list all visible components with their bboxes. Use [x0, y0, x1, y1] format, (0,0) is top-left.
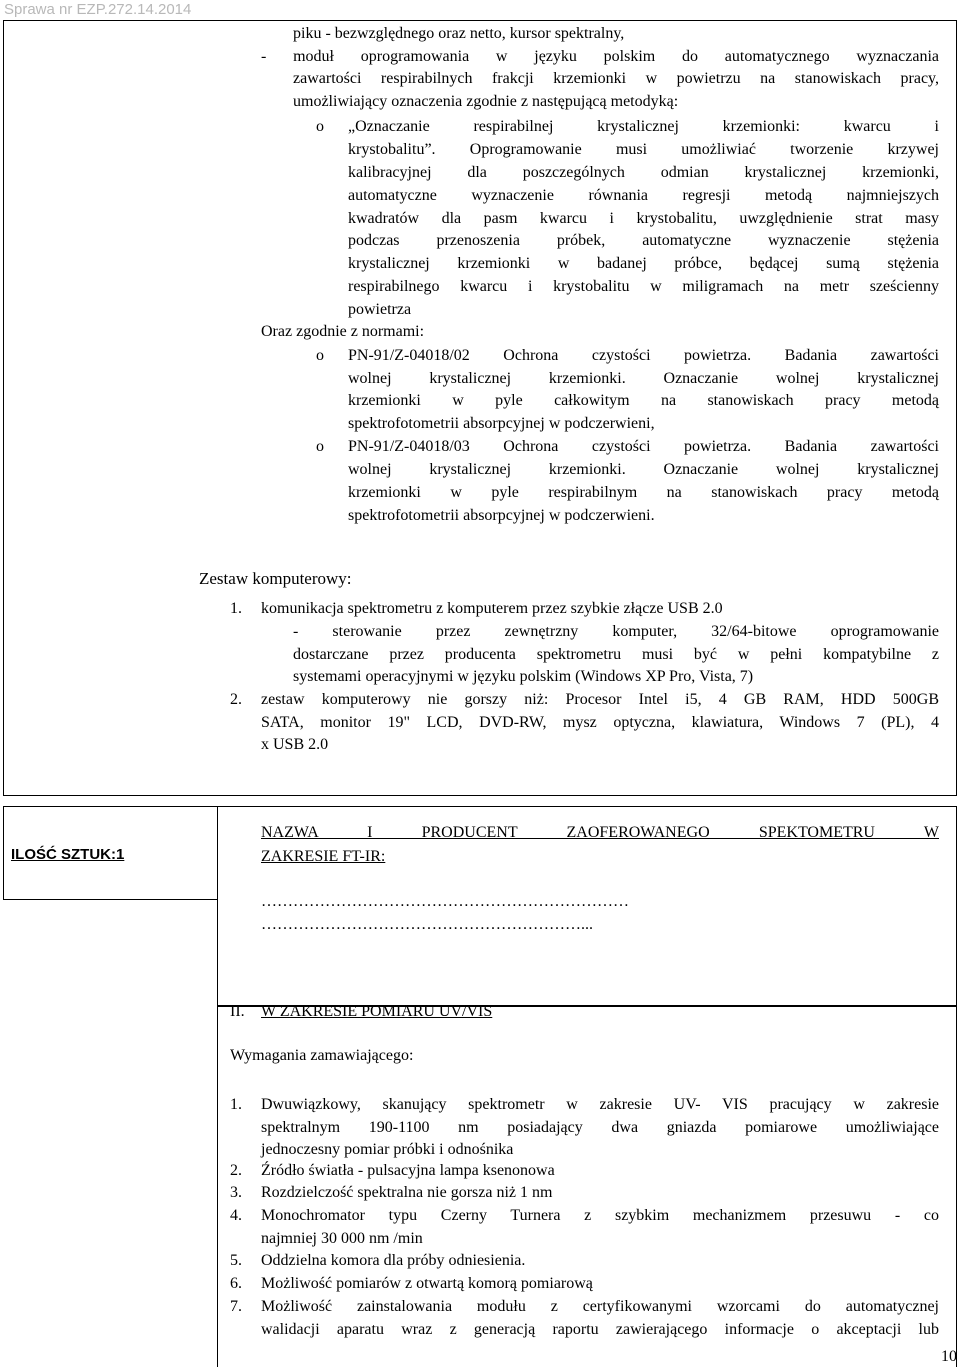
bullet-marker: o [316, 118, 324, 135]
text-line: systemami operacyjnymi w języku polskim (Windows XP Pro, Vista, 7) [293, 668, 754, 685]
text-line: piku - bezwzględnego oraz netto, kursor spektralny, [293, 25, 625, 42]
quantity-label: ILOŚĆ SZTUK:1 [11, 846, 125, 863]
list-number: 3. [230, 1184, 242, 1201]
list-item: Dwuwiązkowy, skanujący spektrometr w zakresie UV- VIS pracujący w zakresie [261, 1096, 939, 1113]
fill-in-dots: ……………………………………………………... [261, 916, 593, 933]
text-line: automatyczne wyznaczenie równania regresji metodą najmniejszych [348, 187, 939, 204]
text-line: spektralnym 190-1100 nm posiadający dwa gniazda pomiarowe umożliwiające [261, 1118, 939, 1136]
text-line: kwadratów dla pasm kwarcu i krystobalitu, uwzględnienie strat masy [348, 210, 939, 227]
text-line: SATA, monitor 19" LCD, DVD-RW, mysz optyczna, klawiatura, Windows 7 (PL), 4 [261, 714, 939, 731]
text-line: krystobalitu”. Oprogramowanie musi umożliwiać tworzenie krzywej [348, 141, 939, 158]
list-item: Monochromator typu Czerny Turnera z szybkim mechanizmem przesuwu - co [261, 1207, 939, 1224]
text-line: PN-91/Z-04018/03 Ochrona czystości powietrza. Badania zawartości [348, 438, 939, 455]
text-line: x USB 2.0 [261, 736, 329, 753]
text-line: zawartości respirabilnych frakcji krzemionki w powietrzu na stanowiskach pracy, [293, 70, 939, 87]
section-number: II. [230, 1003, 245, 1020]
list-item: Oddzielna komora dla próby odniesienia. [261, 1252, 526, 1269]
list-number: 4. [230, 1207, 242, 1224]
list-number: 2. [230, 1162, 242, 1179]
list-number: 1. [230, 1096, 242, 1113]
text-line: dostarczane przez producenta spektrometru musi być w pełni kompatybilne z [293, 646, 939, 663]
text-line: krystalicznej krzemionki w badanej próbce, będącej sumą stężenia [348, 255, 939, 272]
list-item: zestaw komputerowy nie gorszy niż: Procesor Intel i5, 4 GB RAM, HDD 500GB [261, 691, 939, 708]
list-item: Możliwość pomiarów z otwartą komorą pomiarową [261, 1275, 593, 1292]
text-line: Oraz zgodnie z normami: [261, 323, 425, 340]
text-line: PN-91/Z-04018/02 Ochrona czystości powietrza. Badania zawartości [348, 347, 939, 364]
list-item: Rozdzielczość spektralna nie gorsza niż 1 nm [261, 1184, 553, 1201]
text-line: kalibracyjnej dla poszczególnych odmian krystalicznej krzemionki, [348, 164, 939, 181]
list-item: Możliwość zainstalowania modułu z certyfikowanymi wzorcami do automatycznej [261, 1298, 939, 1315]
text-line: - sterowanie przez zewnętrzny komputer, 32/64-bitowe oprogramowanie [293, 623, 939, 640]
text-line: krzemionki w pyle respirabilnym na stanowiskach pracy metodą [348, 484, 939, 501]
list-number: 6. [230, 1275, 242, 1292]
list-number: 5. [230, 1252, 242, 1269]
list-number: 7. [230, 1298, 242, 1315]
text-line: - moduł oprogramowania w języku polskim do automatycznego wyznaczania [261, 48, 939, 65]
producer-heading: ZAKRESIE FT-IR: [261, 848, 386, 865]
text-line: wolnej krystalicznej krzemionki. Oznaczanie wolnej krystalicznej [348, 370, 939, 387]
bullet-marker: o [316, 438, 324, 455]
list-item: komunikacja spektrometru z komputerem przez szybkie złącze USB 2.0 [261, 600, 723, 617]
page-number: 10 [941, 1348, 957, 1365]
text-line: powietrza [348, 301, 412, 318]
list-item: Źródło światła - pulsacyjna lampa ksenonowa [261, 1162, 555, 1179]
text-line: respirabilnego kwarcu i krystobalitu w miligramach na metr sześcienny [348, 278, 939, 295]
text-line: umożliwiający oznaczenia zgodnie z następującą metodyką: [293, 93, 679, 110]
text-line: „Oznaczanie respirabilnej krystalicznej krzemionki: kwarcu i [348, 118, 939, 135]
text-line: wolnej krystalicznej krzemionki. Oznaczanie wolnej krystalicznej [348, 461, 939, 478]
text-line: krzemionki w pyle całkowitym na stanowiskach pracy metodą [348, 392, 939, 409]
list-number: 2. [230, 691, 242, 708]
section-heading: W ZAKRESIE POMIARU UV/VIS [261, 1003, 493, 1020]
text-line: podczas przenoszenia próbek, automatyczne wyznaczenie stężenia [348, 232, 939, 249]
text-line: spektrofotometrii absorpcyjnej w podczerwieni, [348, 415, 655, 432]
text-line: spektrofotometrii absorpcyjnej w podczerwieni. [348, 507, 655, 524]
text-line: jednoczesny pomiar próbki i odnośnika [261, 1141, 514, 1158]
list-number: 1. [230, 600, 242, 617]
fill-in-dots: …………………………………………………………… [261, 893, 629, 910]
case-number-watermark: Sprawa nr EZP.272.14.2014 [4, 1, 192, 18]
requirements-label: Wymagania zamawiającego: [230, 1047, 414, 1064]
text-line: najmniej 30 000 nm /min [261, 1229, 423, 1247]
bullet-marker: o [316, 347, 324, 364]
producer-heading: NAZWA I PRODUCENT ZAOFEROWANEGO SPEKTOMETRU W [261, 824, 939, 841]
section-heading: Zestaw komputerowy: [199, 569, 352, 588]
text-line: walidacji aparatu wraz z generacją raportu zawierającego informacje o akceptacji lub [261, 1320, 939, 1338]
